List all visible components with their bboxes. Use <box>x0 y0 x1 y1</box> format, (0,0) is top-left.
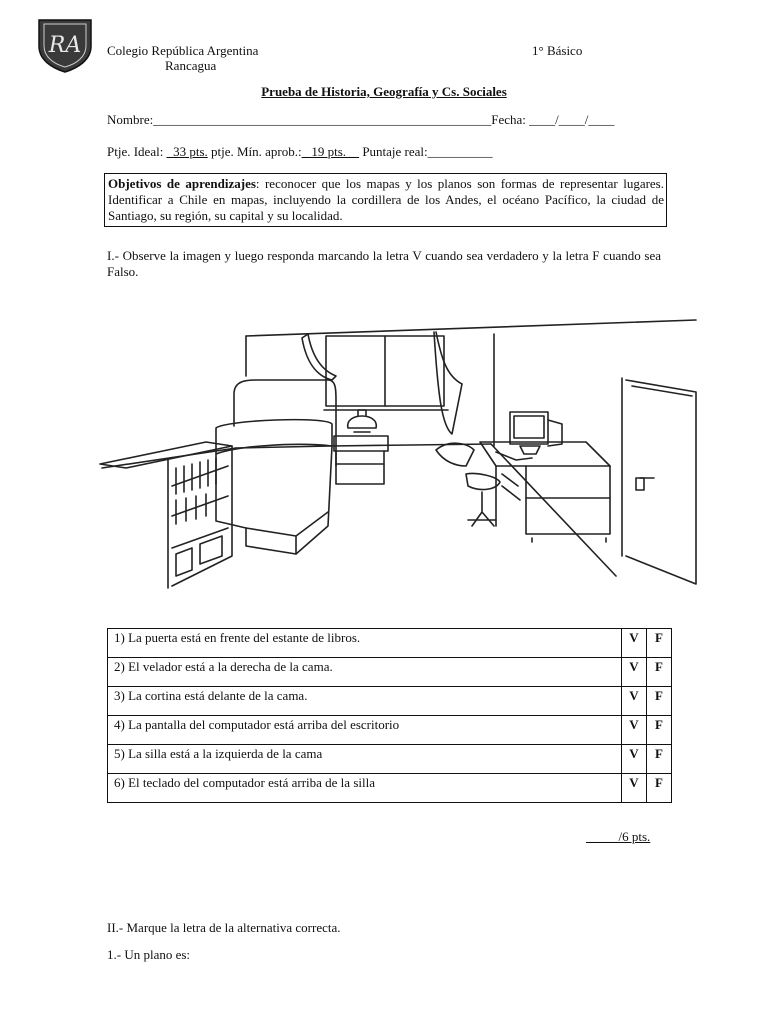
f-option[interactable]: F <box>647 774 672 803</box>
f-option[interactable]: F <box>647 745 672 774</box>
table-row <box>108 687 672 716</box>
table-row <box>108 745 672 774</box>
v-option[interactable]: V <box>622 745 647 774</box>
svg-text:RA: RA <box>48 33 82 58</box>
true-false-table <box>107 628 672 803</box>
ptje-ideal-value: _33 pts. <box>166 144 208 159</box>
section1-score: _____/6 pts. <box>586 829 651 844</box>
section2-instruction: II.- Marque la letra de la alternativa correcta. <box>107 920 341 935</box>
table-row <box>108 774 672 803</box>
v-option[interactable]: V <box>622 716 647 745</box>
min-aprob-label: ptje. Mín. aprob.: <box>207 144 302 159</box>
f-option[interactable]: F <box>647 658 672 687</box>
score-fields <box>107 144 493 160</box>
section1-instruction: I.- Observe la imagen y luego responda marcando la letra V cuando sea verdadero y la letra F cuando sea Falso. <box>107 248 661 279</box>
school-info <box>107 43 258 73</box>
name-date-field[interactable]: Nombre:____________________________________________________Fecha: ____/____/____ <box>107 112 615 127</box>
bedroom-illustration <box>96 316 706 596</box>
statement-text: 4) La pantalla del computador está arriba del escritorio <box>108 716 622 745</box>
table-row <box>108 658 672 687</box>
statement-text: 3) La cortina está delante de la cama. <box>108 687 622 716</box>
f-option[interactable]: F <box>647 716 672 745</box>
statement-text: 5) La silla está a la izquierda de la cama <box>108 745 622 774</box>
f-option[interactable]: F <box>647 687 672 716</box>
table-row <box>108 716 672 745</box>
question-1: 1.- Un plano es: <box>107 947 191 962</box>
objectives-text: : reconocer que los mapas y los planos son formas de representar lugares. Identificar a Chile en mapas, incluyendo la cordillera de los Andes, el océano Pacífico, la ciudad de Santiago, su región, su capital y su localidad. <box>108 176 664 223</box>
min-aprob-value: _ 19 pts.__ <box>301 144 360 159</box>
v-option[interactable]: V <box>622 629 647 658</box>
statement-text: 1) La puerta está en frente del estante de libros. <box>108 629 622 658</box>
ptje-ideal-label: Ptje. Ideal: <box>107 144 167 159</box>
test-title: Prueba de Historia, Geografía y Cs. Sociales <box>261 84 507 99</box>
grade-label: 1° Básico <box>532 43 583 58</box>
v-option[interactable]: V <box>622 687 647 716</box>
statement-text: 2) El velador está a la derecha de la cama. <box>108 658 622 687</box>
objectives-box <box>104 173 667 227</box>
statement-text: 6) El teclado del computador está arriba de la silla <box>108 774 622 803</box>
f-option[interactable]: F <box>647 629 672 658</box>
school-name: Colegio República Argentina <box>107 43 259 58</box>
v-option[interactable]: V <box>622 774 647 803</box>
v-option[interactable]: V <box>622 658 647 687</box>
puntaje-real-field[interactable]: Puntaje real:__________ <box>359 144 493 159</box>
school-city: Rancagua <box>165 58 217 73</box>
school-logo <box>36 16 94 74</box>
table-row <box>108 629 672 658</box>
objectives-label: Objetivos de aprendizajes <box>108 176 256 191</box>
